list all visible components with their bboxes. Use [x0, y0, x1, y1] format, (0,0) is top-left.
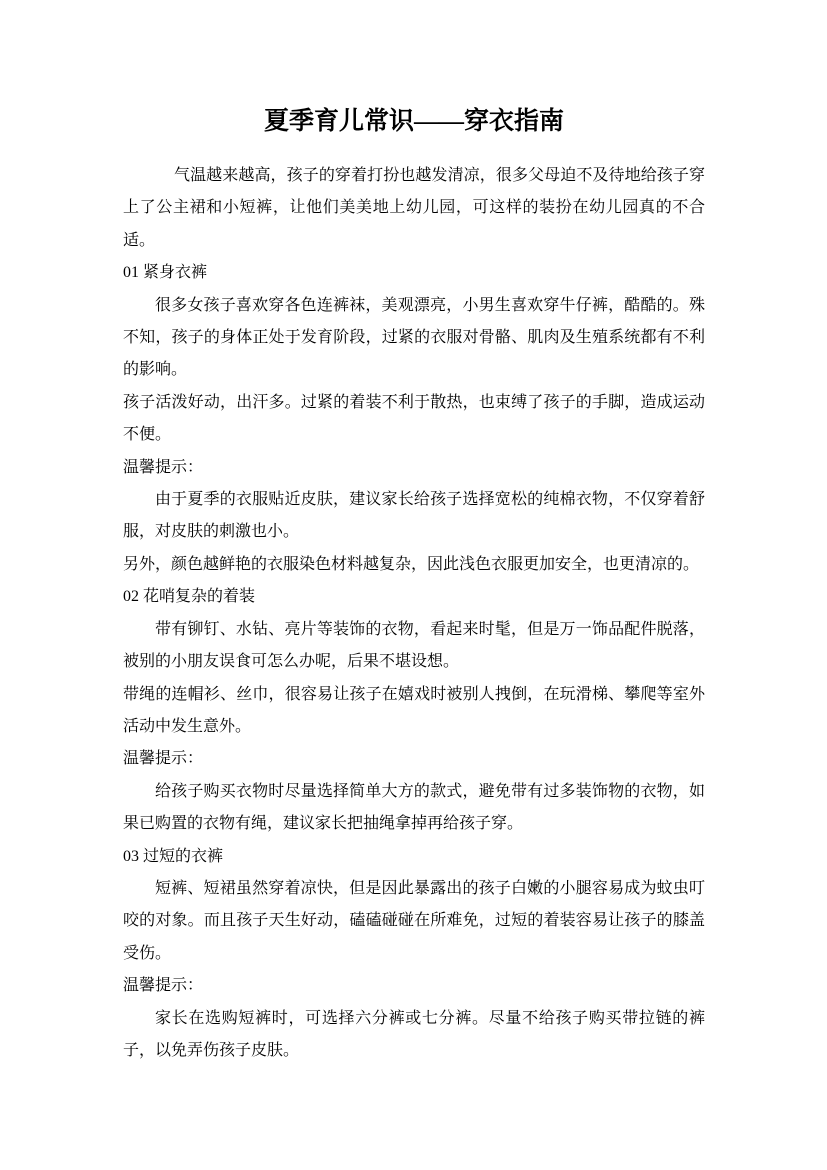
- document-title: 夏季育儿常识——穿衣指南: [263, 108, 564, 135]
- paragraph-3: 很多女孩子喜欢穿各色连裤袜，美观漂亮，小男生喜欢穿牛仔裤，酷酷的。殊不知，孩子的身体正处于发育阶段，过紧的衣服对骨骼、肌肉及生殖系统都有不利的影响。: [123, 296, 705, 379]
- paragraph-2: 01 紧身衣裤: [123, 264, 208, 282]
- paragraph-16: 家长在选购短裤时，可选择六分裤或七分裤。尽量不给孩子购买带拉链的裤子，以免弄伤孩子皮肤。: [123, 1009, 705, 1059]
- paragraph-13: 03 过短的衣裤: [123, 847, 224, 865]
- paragraph-7: 另外，颜色越鲜艳的衣服染色材料越复杂，因此浅色衣服更加安全，也更清凉的。: [123, 555, 700, 573]
- paragraph-11: 温馨提示：: [123, 750, 204, 768]
- paragraph-1: 气温越来越高，孩子的穿着打扮也越发清凉，很多父母迫不及待地给孩子穿上了公主裙和小短裤，让他们美美地上幼儿园，可这样的装扮在幼儿园真的不合适。: [123, 167, 705, 249]
- paragraph-4: 孩子活泼好动，出汗多。过紧的着装不利于散热，也束缚了孩子的手脚，造成运动不便。: [123, 393, 705, 444]
- paragraph-5: 温馨提示：: [123, 458, 204, 476]
- paragraph-10: 带绳的连帽衫、丝巾，很容易让孩子在嬉戏时被别人拽倒，在玩滑梯、攀爬等室外活动中发生意外。: [123, 685, 705, 735]
- paragraph-8: 02 花哨复杂的着装: [123, 588, 256, 606]
- paragraph-12: 给孩子购买衣物时尽量选择简单大方的款式，避免带有过多装饰物的衣物，如果已购置的衣物有绳，建议家长把抽绳拿掉再给孩子穿。: [123, 782, 705, 833]
- document-body: [123, 160, 705, 1067]
- paragraph-15: 温馨提示：: [123, 977, 204, 995]
- paragraph-9: 带有铆钉、水钻、亮片等装饰的衣物，看起来时髦，但是万一饰品配件脱落，被别的小朋友误食可怎么办呢，后果不堪设想。: [123, 620, 705, 671]
- paragraph-14: 短裤、短裙虽然穿着凉快，但是因此暴露出的孩子白嫩的小腿容易成为蚊虫叮咬的对象。而且孩子天生好动，磕磕碰碰在所难免，过短的着装容易让孩子的膝盖受伤。: [123, 879, 705, 962]
- paragraph-6: 由于夏季的衣服贴近皮肤，建议家长给孩子选择宽松的纯棉衣物，不仅穿着舒服，对皮肤的刺激也小。: [123, 491, 705, 541]
